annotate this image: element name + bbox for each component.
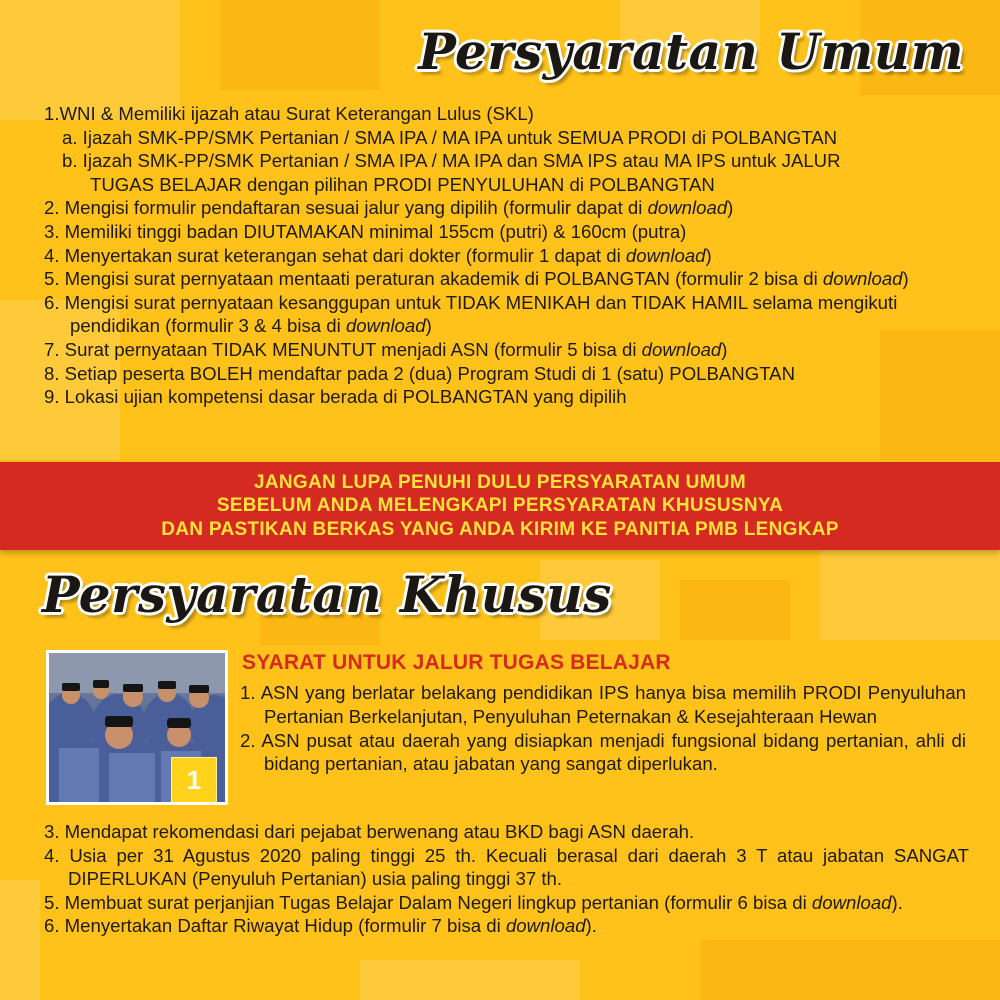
- list-persyaratan-umum: [44, 102, 974, 409]
- list-item: TUGAS BELAJAR dengan pilihan PRODI PENYULUHAN di POLBANGTAN: [90, 173, 715, 195]
- list-item: b. Ijazah SMK-PP/SMK Pertanian / SMA IPA / MA IPA dan SMA IPS atau MA IPS untuk JALUR: [62, 150, 841, 172]
- list-item: 3. Memiliki tinggi badan DIUTAMAKAN minimal 155cm (putri) & 160cm (putra): [44, 220, 687, 242]
- reminder-banner: [0, 462, 1000, 550]
- list-item: 3. Mendapat rekomendasi dari pejabat berwenang atau BKD bagi ASN daerah.: [44, 821, 695, 842]
- list-item: 1. ASN yang berlatar belakang pendidikan IPS hanya bisa memilih PRODI Penyuluhan Pertanian Berkelanjutan, Penyuluhan Peternakan & Kesejahteraan Hewan: [240, 682, 966, 727]
- title-persyaratan-umum: Persyaratan Umum: [418, 22, 964, 81]
- list-item: 4. Usia per 31 Agustus 2020 paling tinggi 25 th. Kecuali berasal dari daerah 3 T atau jabatan SANGAT DIPERLUKAN (Penyuluh Pertanian) usia paling tinggi 37 th.: [44, 844, 969, 889]
- list-item: 8. Setiap peserta BOLEH mendaftar pada 2 (dua) Program Studi di 1 (satu) POLBANGTAN: [44, 362, 795, 384]
- list-item: 9. Lokasi ujian kompetensi dasar berada di POLBANGTAN yang dipilih: [44, 386, 627, 408]
- banner-line: JANGAN LUPA PENUHI DULU PERSYARATAN UMUM: [254, 471, 746, 493]
- number-badge: 1: [171, 757, 217, 803]
- asn-ceremony-photo: [46, 650, 228, 805]
- section-heading-tugas-belajar: SYARAT UNTUK JALUR TUGAS BELAJAR: [242, 651, 671, 674]
- banner-line: DAN PASTIKAN BERKAS YANG ANDA KIRIM KE PANITIA PMB LENGKAP: [161, 518, 839, 540]
- list-item: 6. Menyertakan Daftar Riwayat Hidup (formulir 7 bisa di download).: [44, 915, 597, 936]
- list-persyaratan-khusus: [44, 820, 969, 938]
- list-item: 2. Mengisi formulir pendaftaran sesuai jalur yang dipilih (formulir dapat di download): [44, 197, 734, 219]
- list-item: 5. Membuat surat perjanjian Tugas Belajar Dalam Negeri lingkup pertanian (formulir 6 bisa di download).: [44, 891, 903, 913]
- list-item: 5. Mengisi surat pernyataan mentaati peraturan akademik di POLBANGTAN (formulir 2 bisa di download): [44, 268, 909, 290]
- list-item: 7. Surat pernyataan TIDAK MENUNTUT menjadi ASN (formulir 5 bisa di download): [44, 338, 728, 360]
- title-persyaratan-khusus: Persyaratan Khusus: [42, 565, 612, 624]
- list-item: 2. ASN pusat atau daerah yang disiapkan menjadi fungsional bidang pertanian, ahli di bidang pertanian, atau jabatan yang sangat diperlukan.: [240, 729, 966, 775]
- list-item: 4. Menyertakan surat keterangan sehat dari dokter (formulir 1 dapat di download): [44, 244, 712, 266]
- list-item: 1.WNI & Memiliki ijazah atau Surat Keterangan Lulus (SKL): [44, 103, 534, 124]
- list-item: a. Ijazah SMK-PP/SMK Pertanian / SMA IPA / MA IPA untuk SEMUA PRODI di POLBANGTAN: [62, 126, 838, 148]
- list-item: 6. Mengisi surat pernyataan kesanggupan untuk TIDAK MENIKAH dan TIDAK HAMIL selama mengikuti pendidikan (formulir 3 & 4 bisa di download): [44, 291, 898, 337]
- list-syarat-tugas-belajar: [240, 681, 966, 776]
- banner-line: SEBELUM ANDA MELENGKAPI PERSYARATAN KHUSUSNYA: [216, 495, 784, 517]
